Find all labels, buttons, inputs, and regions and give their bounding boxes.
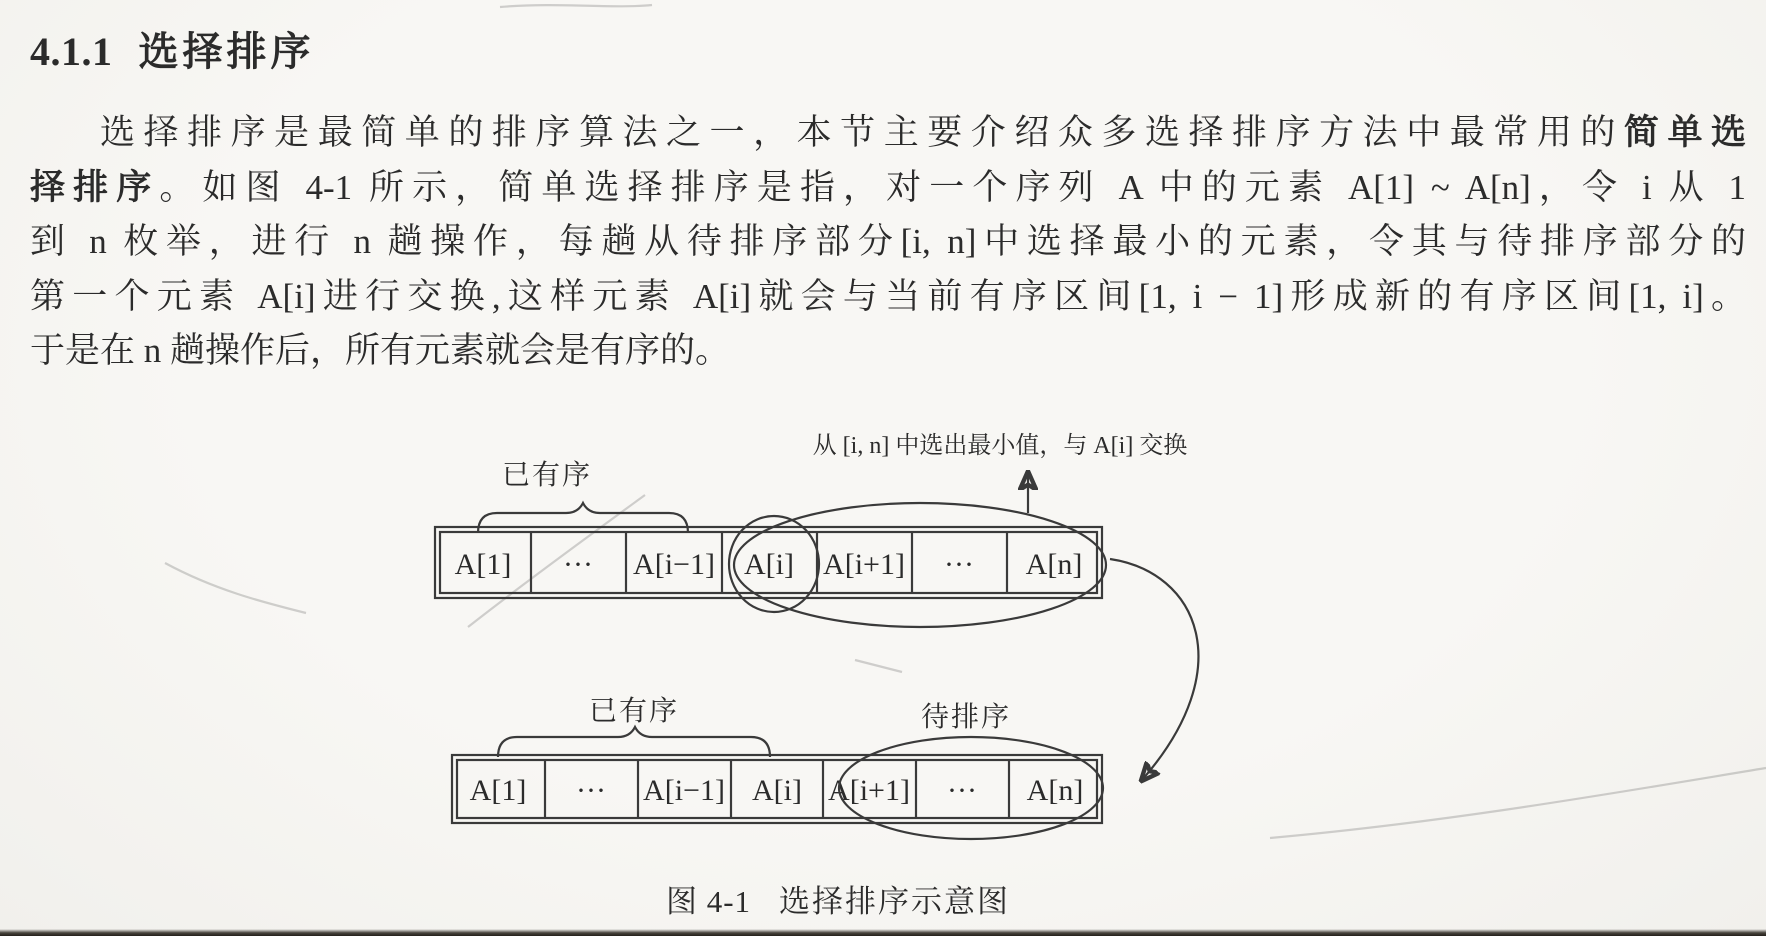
row1-brace-icon — [478, 503, 688, 533]
scan-smudge — [500, 5, 652, 7]
row2-cell: A[n] — [1026, 774, 1084, 807]
scan-bottom-edge — [0, 929, 1766, 936]
row1-cell: A[i−1] — [633, 548, 715, 581]
row2-cell: A[i−1] — [643, 774, 725, 807]
row2-array — [452, 755, 1102, 823]
row2-cell: ··· — [947, 774, 977, 807]
swap-curve-arrow-icon — [1110, 559, 1198, 780]
row1-cell: A[i] — [744, 548, 794, 581]
body-text: 第一个元素 A[i]进行交换,这样元素 A[i]就会与当前有序区间[1, i − 1]形成新的有序区间[1, i]。 — [30, 276, 1746, 316]
bold-term: 简单选 — [1623, 113, 1746, 152]
section-title: 选择排序 — [138, 29, 315, 74]
row2-brace-icon — [498, 727, 770, 757]
row1-cell: A[n] — [1025, 548, 1083, 581]
scan-smudge — [165, 563, 306, 613]
scan-smudge — [1270, 768, 1766, 838]
row2-cell: A[i] — [752, 774, 802, 807]
row1-array — [435, 527, 1102, 598]
section-number: 4.1.1 — [30, 29, 113, 74]
body-text: 选择排序是最简单的排序算法之一，本节主要介绍众多选择排序方法中最常用的 — [100, 113, 1624, 152]
figure-caption-number: 图 4-1 — [665, 884, 752, 919]
body-text: 于是在 n 趟操作后，所有元素就会是有序的。 — [30, 331, 731, 371]
row1-sorted-label: 已有序 — [501, 460, 593, 491]
row2-cell: ··· — [576, 774, 606, 807]
scan-smudge — [855, 660, 902, 672]
figure-caption-text: 选择排序示意图 — [779, 884, 1011, 919]
row2-cell: A[1] — [469, 774, 527, 807]
figure-annotation: 从 [i, n] 中选出最小值，与 A[i] 交换 — [812, 433, 1188, 459]
row1-cell: ··· — [563, 548, 593, 581]
row1-cell: ··· — [944, 548, 974, 581]
row1-cell: A[i+1] — [823, 548, 905, 581]
row2-sorted-label: 已有序 — [588, 696, 680, 727]
bold-term: 择排序 — [30, 167, 160, 207]
figure-caption — [0, 876, 1676, 921]
row1-cell: A[1] — [454, 548, 512, 581]
row2-pending-label: 待排序 — [920, 702, 1012, 733]
body-text: 。如图 4-1 所示，简单选择排序是指，对一个序列 A 中的元素 A[1] ~ A[n]，令 i 从 1 — [159, 167, 1746, 207]
body-text: 到 n 枚举，进行 n 趟操作，每趟从待排序部分[i, n]中选择最小的元素，令其与待排序部分的 — [30, 222, 1746, 262]
row2-cell: A[i+1] — [828, 774, 910, 807]
